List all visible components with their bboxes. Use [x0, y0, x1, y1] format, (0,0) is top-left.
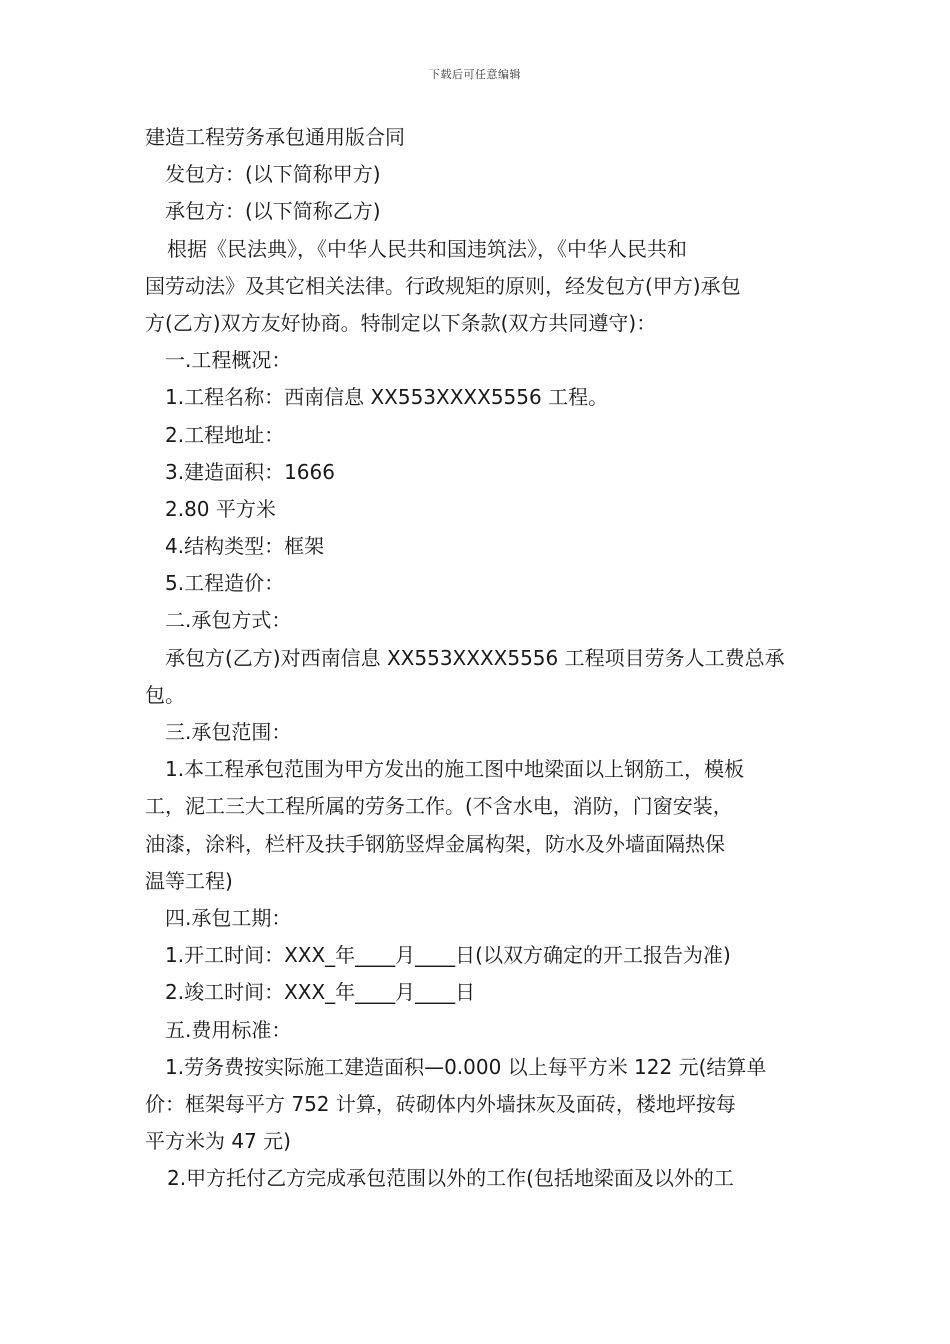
section-heading: 一.工程概况： [165, 348, 292, 373]
text-line: 温等工程) [145, 868, 233, 893]
text-line: 1.本工程承包范围为甲方发出的施工图中地梁面以上钢筋工，模板 [165, 757, 745, 782]
text-line: 1.劳务费按实际施工建造面积—0.000 以上每平方米 122 元(结算单 [165, 1054, 767, 1079]
text-line: 工，泥工三大工程所属的劳务工作。(不含水电，消防，门窗安装， [145, 794, 733, 819]
section-heading: 四.承包工期： [165, 905, 292, 930]
text-line: 2.竣工时间：XXX_年____月____日 [165, 980, 476, 1005]
document-body [145, 119, 810, 1197]
text-line: 根据《民法典》，《中华人民共和国违筑法》，《中华人民共和 [167, 236, 687, 261]
text-line: 包。 [145, 682, 185, 707]
section-heading: 五.费用标准： [165, 1017, 292, 1042]
section-heading: 三.承包范围： [165, 720, 292, 744]
section-heading: 二.承包方式： [165, 608, 292, 633]
text-line: 平方米为 47 元) [145, 1129, 291, 1154]
text-line: 承包方：(以下简称乙方) [165, 199, 381, 224]
text-line: 5.工程造价： [165, 571, 285, 596]
document-title: 建造工程劳务承包通用版合同 [145, 125, 405, 149]
text-line: 2.工程地址： [165, 422, 285, 447]
text-line: 发包方：(以下简称甲方) [165, 162, 381, 187]
text-line: 承包方(乙方)对西南信息 XX553XXXX5556 工程项目劳务人工费总承 [165, 645, 785, 670]
text-line: 3.建造面积：1666 [165, 459, 335, 484]
text-line: 1.工程名称：西南信息 XX553XXXX5556 工程。 [165, 385, 609, 410]
text-line: 4.结构类型：框架 [165, 534, 325, 559]
text-line: 价：框架每平方 752 计算，砖砌体内外墙抹灰及面砖，楼地坪按每 [145, 1091, 736, 1116]
text-line: 2.甲方托付乙方完成承包范围以外的工作(包括地梁面及以外的工 [167, 1166, 734, 1191]
text-line: 油漆，涂料，栏杆及扶手钢筋竖焊金属构架，防水及外墙面隔热保 [145, 831, 725, 856]
text-line: 1.开工时间：XXX_年____月____日(以双方确定的开工报告为准) [165, 943, 731, 968]
header-note: 下载后可任意编辑 [429, 68, 521, 81]
text-line: 2.80 平方米 [165, 496, 276, 521]
text-line: 方(乙方)双方友好协商。特制定以下条款(双方共同遵守)： [145, 310, 657, 335]
text-line: 国劳动法》及其它相关法律。行政规矩的原则，经发包方(甲方)承包 [145, 273, 741, 298]
